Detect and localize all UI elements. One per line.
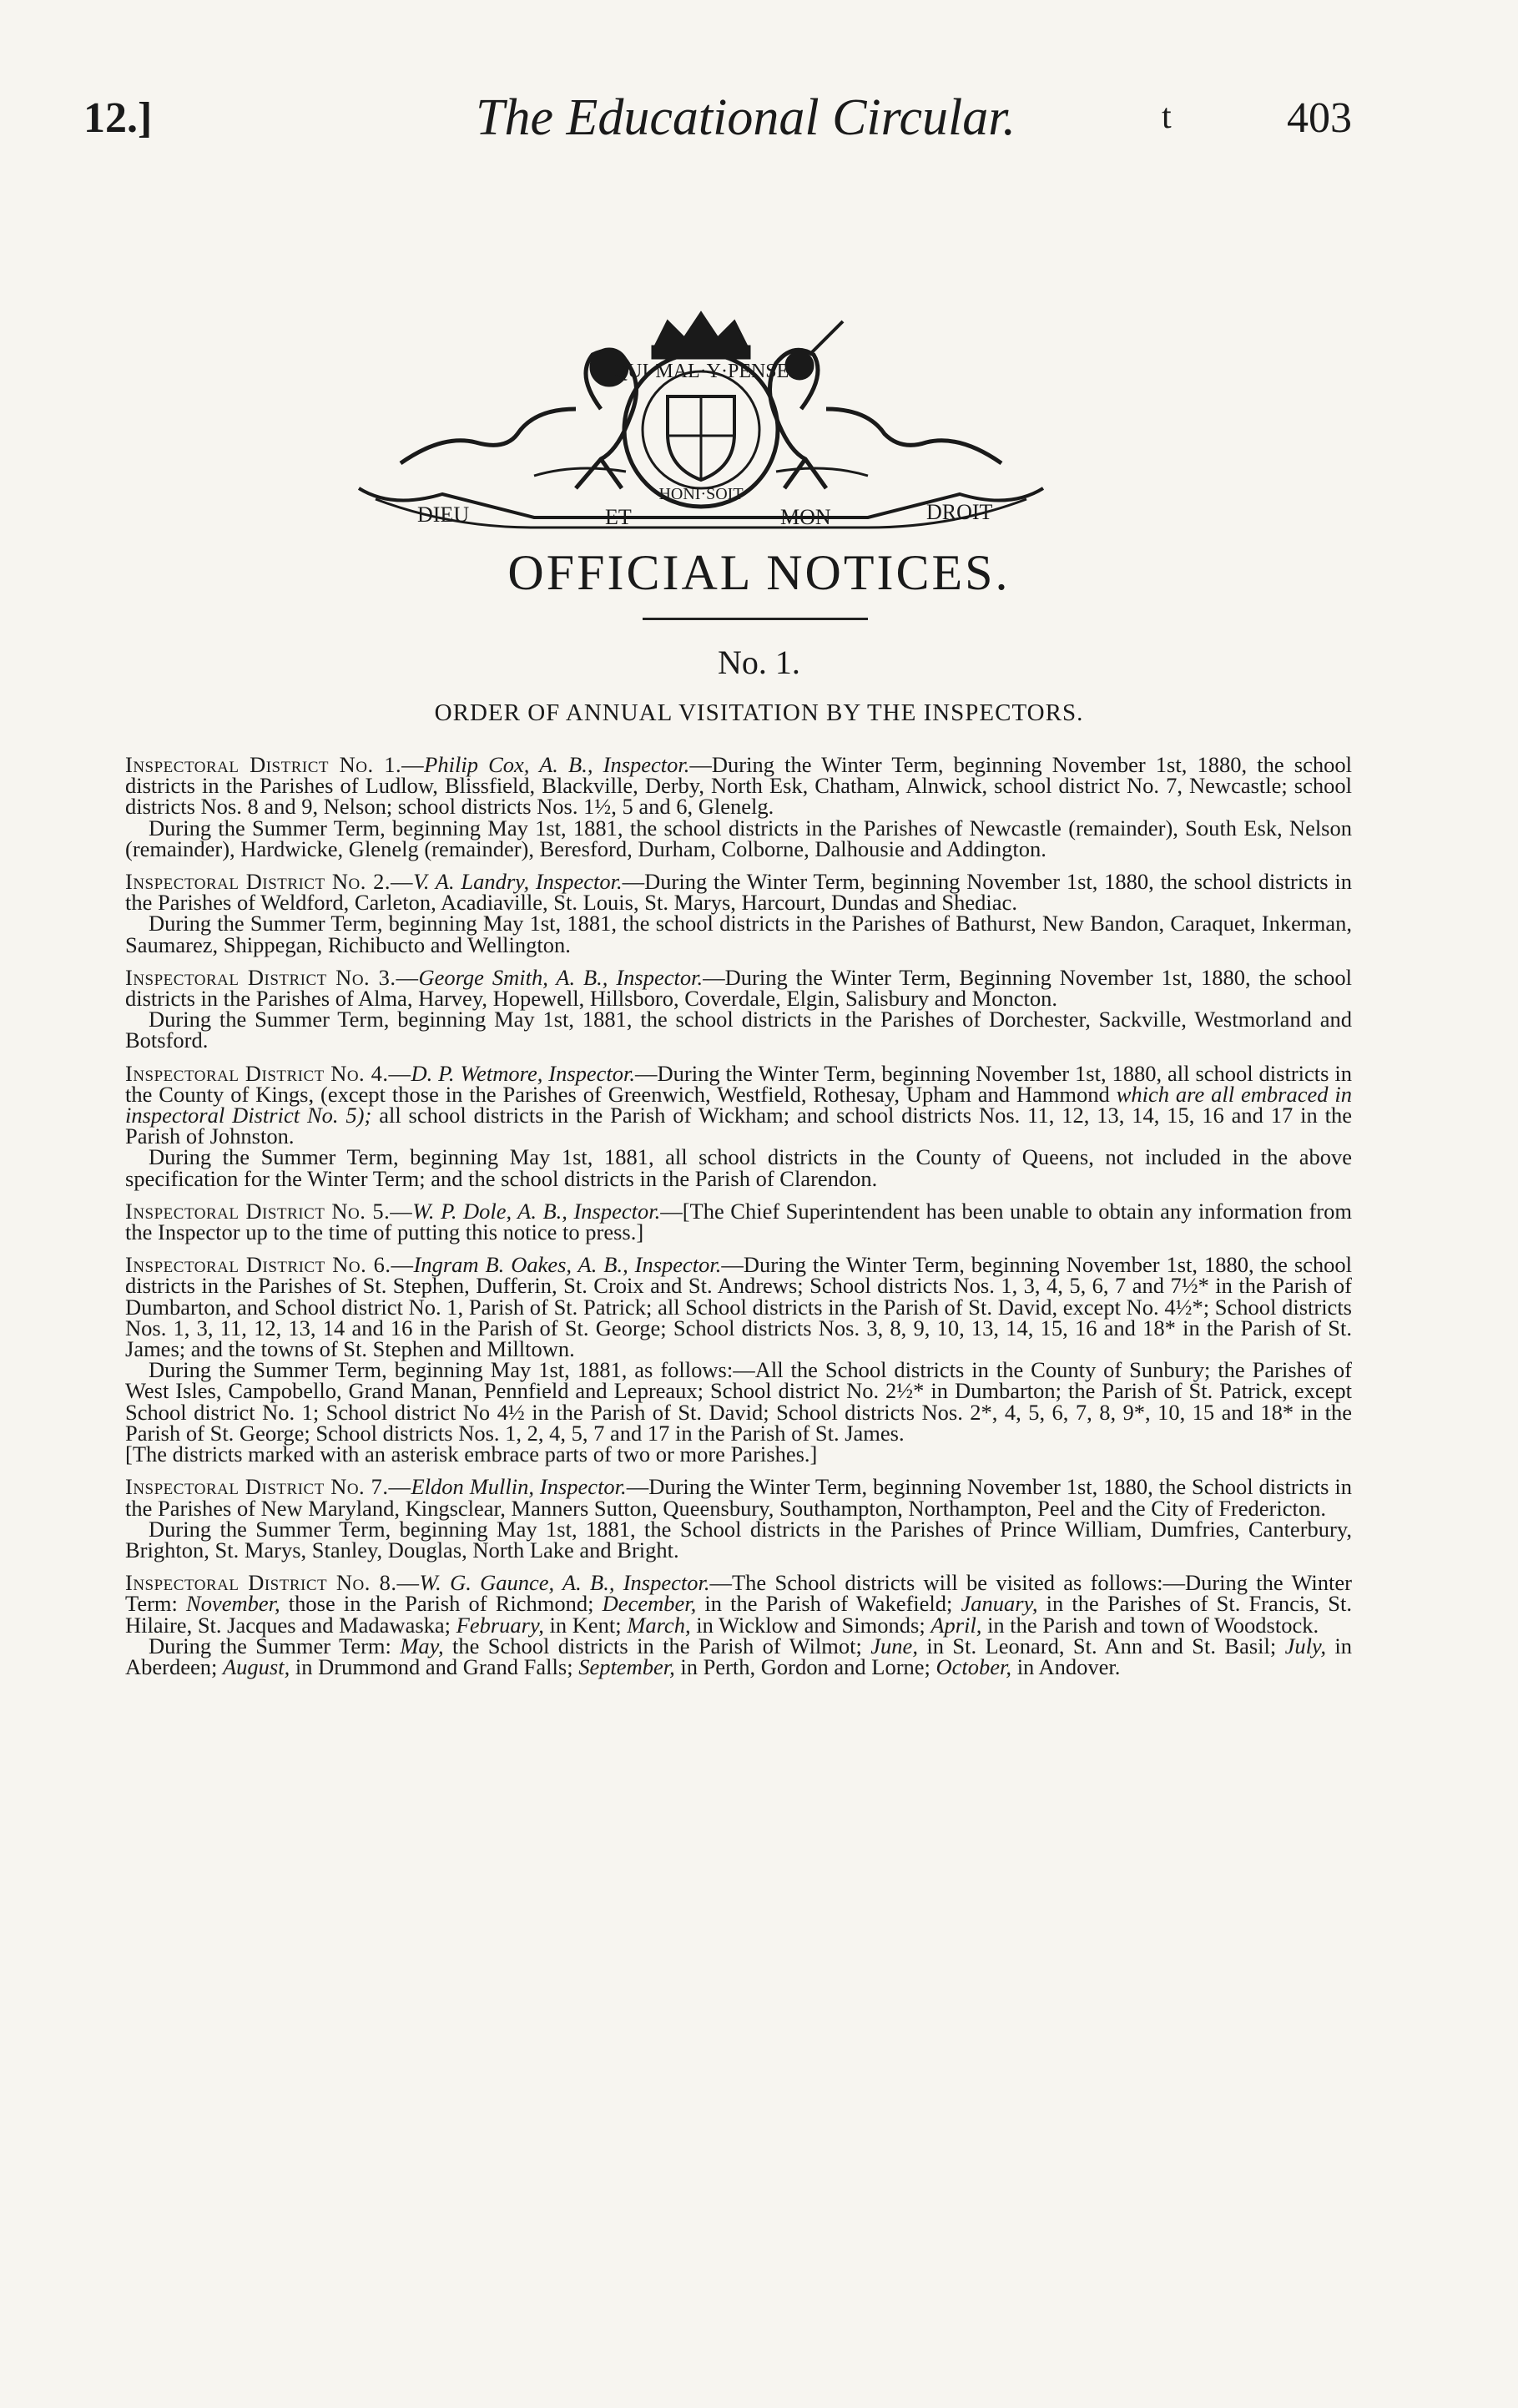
district-6-winter: Inspectoral District No. 6.—Ingram B. Oakes, A. B., Inspector.—During the Winter Term, beginning November 1st, 1880, the school districts in the Parishes of St. Stephen, Dufferin, St. Croix and St. Andrews; School districts Nos. 1, 3, 4, 5, 6, 7 and 7½* in the Parish of Dumbarton, and School district No. 1, Parish of St. Patrick; all School districts in the Parish of St. David, except No. 4½*; School districts Nos. 1, 3, 11, 12, 13, 14 and 16 in the Parish of St. George; School districts Nos. 3, 8, 9, 10, 13, 14, 15, 16 and 18* in the Parish of St. James; and the towns of St. Stephen and Milltown. bbox=[125, 1252, 1353, 1362]
district-8-winter: Inspectoral District No. 8.—W. G. Gaunce, A. B., Inspector.—The School districts will be visited as follows:—During the Winter Term: November, those in the Parish of Richmond; December, in the Parish of Wakefield; January, in the Parishes of St. Francis, St. Hilaire, St. Jacques and Madawaska; February, in Kent; March, in Wicklow and Simonds; April, in the Parish and town of Woodstock. bbox=[125, 1570, 1352, 1638]
district-2-summer: During the Summer Term, beginning May 1st, 1881, the school districts in the Parishes of Bathurst, New Bandon, Caraquet, Inkerman, Saumarez, Shippegan, Richibucto and Wellington. bbox=[125, 911, 1352, 957]
page-title: OFFICIAL NOTICES. bbox=[507, 545, 1011, 600]
royal-coat-of-arms bbox=[325, 309, 1077, 534]
running-head bbox=[83, 89, 1352, 152]
title-rule bbox=[643, 618, 868, 620]
inspector-name: W. P. Dole, A. B., Inspector. bbox=[412, 1198, 661, 1224]
section-number: 12.] bbox=[83, 94, 153, 142]
inspector-name: Ingram B. Oakes, A. B., Inspector. bbox=[413, 1252, 722, 1278]
district-4-summer: During the Summer Term, beginning May 1st, 1881, all school districts in the County of Queens, not included in the above specification for the Winter Term; and the school districts in the Parish of Clarendon. bbox=[125, 1144, 1352, 1191]
notice-number: No. 1. bbox=[718, 644, 800, 681]
banner-word-1: DIEU bbox=[417, 502, 470, 527]
garter-motto-lower: HONI·SOIT bbox=[658, 485, 744, 503]
inspector-name: Eldon Mullin, Inspector. bbox=[411, 1474, 627, 1500]
banner-word-3: MON bbox=[780, 505, 831, 529]
district-3-summer: During the Summer Term, beginning May 1st, 1881, the school districts in the Parishes of Dorchester, Sackville, Westmorland and Botsford. bbox=[125, 1007, 1352, 1053]
garter-motto-top: QUI·MAL·Y·PENSE bbox=[613, 361, 789, 382]
district-2-winter: Inspectoral District No. 2.—V. A. Landry, Inspector.—During the Winter Term, beginning November 1st, 1880, the school districts in the Parishes of Weldford, Carleton, Acadiaville, St. Louis, St. Marys, Harcourt, Dundas and Shediac. bbox=[125, 869, 1352, 916]
district-3-winter: Inspectoral District No. 3.—George Smith, A. B., Inspector.—During the Winter Term, Beginning November 1st, 1880, the school districts in the Parishes of Alma, Harvey, Hopewell, Hillsboro, Coverdale, Elgin, Salisbury and Moncton. bbox=[125, 964, 1352, 1012]
district-6-summer: During the Summer Term, beginning May 1st, 1881, as follows:—All the School districts in the County of Sunbury; the Parishes of West Isles, Campobello, Grand Manan, Pennfield and Lepreaux; School district No. 2½* in Dumbarton; the Parish of St. Patrick, except School district No. 1; School district No 4½ in the Parish of St. David; School districts Nos. 2*, 4, 5, 6, 7, 8, 9*, 10, 15 and 18* in the Parish of St. George; School districts Nos. 1, 2, 4, 5, 7 and 17 in the Parish of St. James. bbox=[125, 1357, 1352, 1446]
notice-subheading: ORDER OF ANNUAL VISITATION BY THE INSPECTORS. bbox=[434, 699, 1084, 726]
notice-body bbox=[125, 743, 1352, 1678]
district-4-winter: Inspectoral District No. 4.—D. P. Wetmore, Inspector.—During the Winter Term, beginning November 1st, 1880, all school districts in the County of Kings, (except those in the Parishes of Greenwich, Westfield, Rothesay, Upham and Hammond which are all embraced in inspectoral District No. 5); all school districts in the Parish of Wickham; and school districts Nos. 11, 12, 13, 14, 15, 16 and 17 in the Parish of Johnston. bbox=[125, 1060, 1352, 1149]
district-7-summer: During the Summer Term, beginning May 1st, 1881, the School districts in the Parishes of Prince William, Dumfries, Canterbury, Brighton, St. Marys, Stanley, Douglas, North Lake and Bright. bbox=[125, 1516, 1352, 1562]
district-1-winter: Inspectoral District No. 1.—Philip Cox, A. B., Inspector.—During the Winter Term, beginning November 1st, 1880, the school districts in the Parishes of Ludlow, Blissfield, Blackville, Derby, North Esk, Chatham, Alnwick, school district No. 7, Newcastle; school districts Nos. 8 and 9, Nelson; school districts Nos. 1½, 5 and 6, Glenelg. bbox=[125, 752, 1352, 820]
inspector-name: D. P. Wetmore, Inspector. bbox=[411, 1060, 636, 1086]
inspector-name: Philip Cox, A. B., Inspector. bbox=[424, 752, 690, 777]
district-5-note: Inspectoral District No. 5.—W. P. Dole, A. B., Inspector.—[The Chief Superintendent has been unable to obtain any information from the Inspector up to the time of putting this notice to press.] bbox=[125, 1198, 1352, 1245]
banner-word-2: ET bbox=[605, 505, 632, 529]
stray-mark: t bbox=[1162, 98, 1172, 136]
page-number: 403 bbox=[1287, 94, 1352, 142]
inspector-name: V. A. Landry, Inspector. bbox=[413, 869, 623, 895]
banner-word-4: DROIT bbox=[926, 500, 993, 524]
district-8-summer: During the Summer Term: May, the School districts in the Parish of Wilmot; June, in St. Leonard, St. Ann and St. Basil; July, in Aberdeen; August, in Drummond and Grand Falls; September, in Perth, Gordon and Lorne; October, in Andover. bbox=[125, 1633, 1352, 1679]
inspector-name: W. G. Gaunce, A. B., Inspector. bbox=[419, 1570, 710, 1596]
inspector-name: George Smith, A. B., Inspector. bbox=[418, 964, 704, 990]
journal-title: The Educational Circular. bbox=[476, 89, 1016, 146]
district-6-note: [The districts marked with an asterisk embrace parts of two or more Parishes.] bbox=[125, 1441, 818, 1467]
district-1-summer: During the Summer Term, beginning May 1st, 1881, the school districts in the Parishes of Newcastle (remainder), South Esk, Nelson (remainder), Hardwicke, Glenelg (remainder), Beresford, Durham, Colborne, Dalhousie and Addington. bbox=[125, 815, 1352, 861]
district-7-winter: Inspectoral District No. 7.—Eldon Mullin, Inspector.—During the Winter Term, beginning November 1st, 1880, the School districts in the Parishes of New Maryland, Kingsclear, Manners Sutton, Queensbury, Southampton, Northampton, Peel and the City of Fredericton. bbox=[125, 1474, 1352, 1521]
